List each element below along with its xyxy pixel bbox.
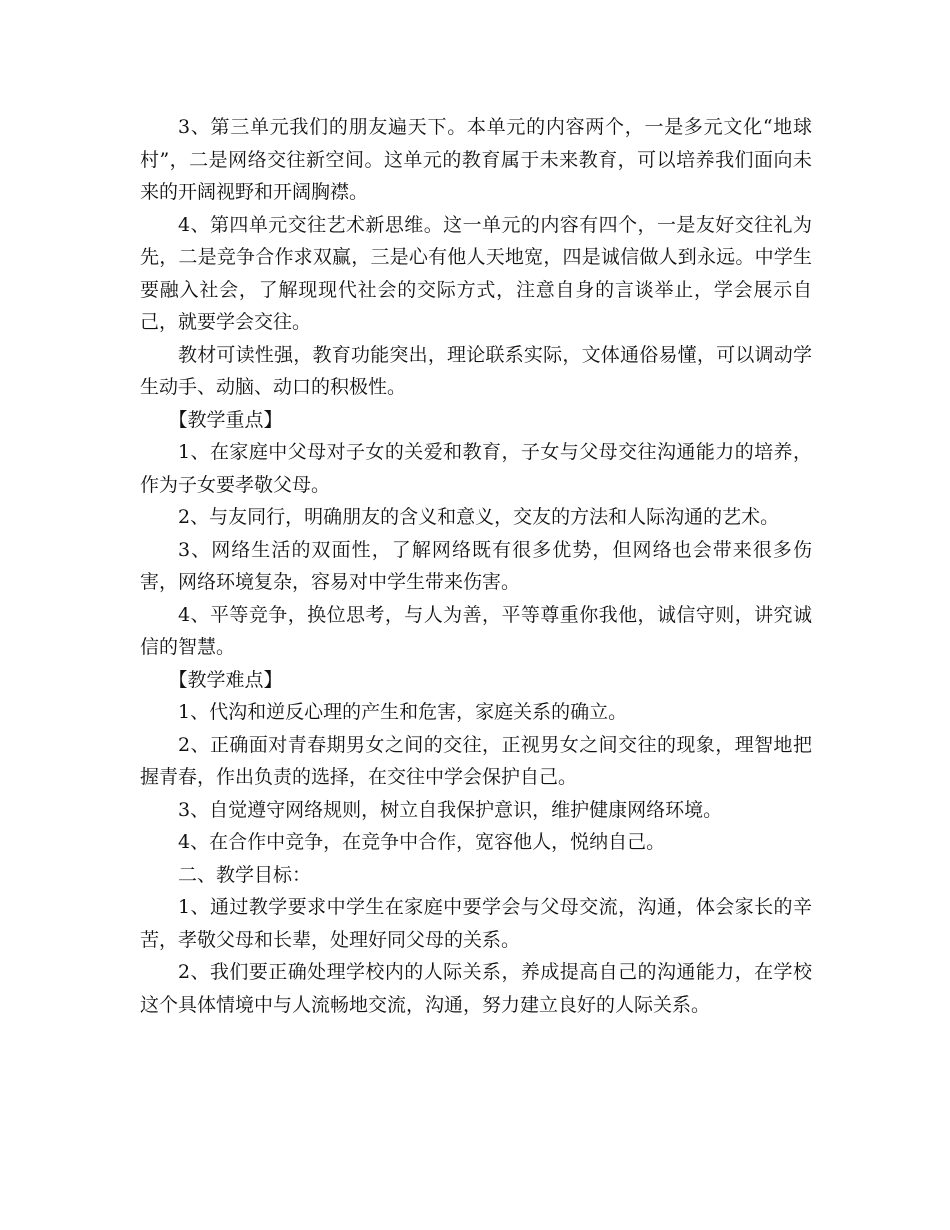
paragraph-textbook-summary: 教材可读性强，教育功能突出，理论联系实际，文体通俗易懂，可以调动学生动手、动脑、动口的积极性。	[140, 343, 812, 398]
difficulty-item-2: 2、正确面对青春期男女之间的交往，正视男女之间交往的现象，理智地把握青春，作出负责的选择，在交往中学会保护自己。	[140, 733, 812, 788]
difficulty-item-4: 4、在合作中竞争，在竞争中合作，宽容他人，悦纳自己。	[178, 831, 666, 853]
difficulty-item-3: 3、自觉遵守网络规则，树立自我保护意识，维护健康网络环境。	[178, 798, 723, 821]
heading-teaching-focus: 【教学重点】	[168, 408, 283, 431]
heading-teaching-difficulty: 【教学难点】	[168, 668, 283, 691]
goal-item-1: 1、通过教学要求中学生在家庭中要学会与父母交流，沟通，体会家长的辛苦，孝敬父母和长辈，处理好同父母的关系。	[140, 896, 812, 951]
focus-item-4: 4、平等竞争，换位思考，与人为善，平等尊重你我他，诚信守则，讲究诚信的智慧。	[140, 603, 812, 658]
difficulty-item-1: 1、代沟和逆反心理的产生和危害，家庭关系的确立。	[178, 701, 628, 723]
document-page	[140, 111, 812, 1021]
paragraph-unit-four: 4、第四单元交往艺术新思维。这一单元的内容有四个，一是友好交往礼为先，二是竞争合作求双赢，三是心有他人天地宽，四是诚信做人到永远。中学生要融入社会，了解现现代社会的交际方式，注意自身的言谈举止，学会展示自己，就要学会交往。	[140, 213, 812, 333]
focus-item-3: 3、网络生活的双面性，了解网络既有很多优势，但网络也会带来很多伤害，网络环境复杂，容易对中学生带来伤害。	[140, 538, 812, 593]
section-title-teaching-goals: 二、教学目标：	[178, 863, 312, 886]
goal-item-2: 2、我们要正确处理学校内的人际关系，养成提高自己的沟通能力，在学校这个具体情境中与人流畅地交流，沟通，努力建立良好的人际关系。	[140, 961, 812, 1016]
focus-item-2: 2、与友同行，明确朋友的含义和意义，交友的方法和人际沟通的艺术。	[178, 506, 780, 528]
focus-item-1: 1、在家庭中父母对子女的关爱和教育，子女与父母交往沟通能力的培养，作为子女要孝敬父母。	[140, 441, 812, 496]
paragraph-unit-three: 3、第三单元我们的朋友遍天下。本单元的内容两个，一是多元文化“地球村”，二是网络交往新空间。这单元的教育属于未来教育，可以培养我们面向未来的开阔视野和开阔胸襟。	[140, 116, 812, 203]
